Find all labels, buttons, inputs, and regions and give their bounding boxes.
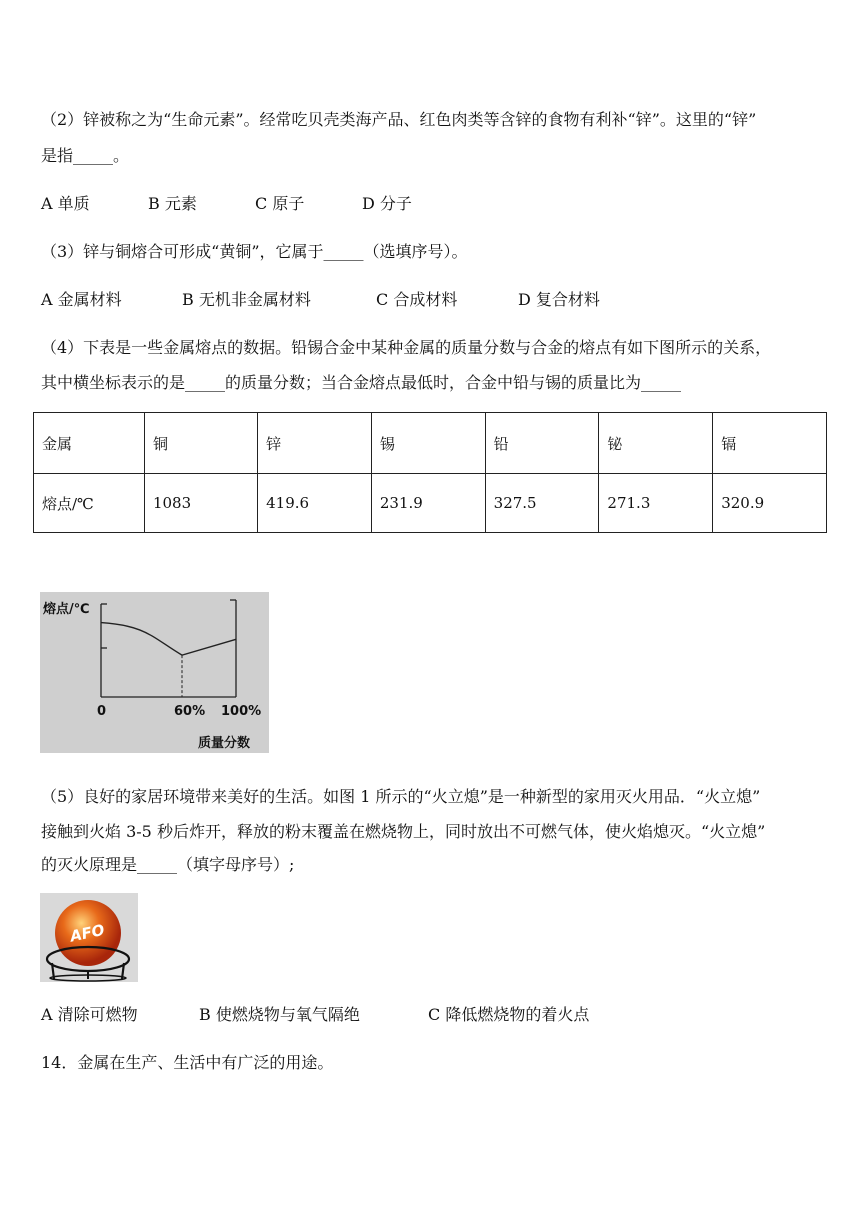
table-cell: 271.3 bbox=[599, 474, 713, 533]
q2-option-b: B 元素 bbox=[148, 194, 197, 213]
q5-text-line1: （5）良好的家居环境带来美好的生活。如图 1 所示的“火立熄”是一种新型的家用灭火用品．“火立熄” bbox=[41, 787, 761, 806]
q3-options bbox=[41, 290, 600, 310]
alloy-melting-chart bbox=[40, 592, 269, 753]
table-cell: 320.9 bbox=[713, 474, 827, 533]
q5-option-b: B 使燃烧物与氧气隔绝 bbox=[199, 1005, 360, 1024]
q3-option-b: B 无机非金属材料 bbox=[182, 290, 311, 309]
chart-xtick-0: 0 bbox=[97, 704, 107, 719]
q2-option-d: D 分子 bbox=[362, 194, 412, 213]
table-cell: 1083 bbox=[144, 474, 257, 533]
q5-option-a: A 清除可燃物 bbox=[41, 1005, 138, 1024]
table-cell: 锌 bbox=[258, 413, 372, 474]
table-cell: 金属 bbox=[34, 413, 145, 474]
table-cell: 熔点/℃ bbox=[34, 474, 145, 533]
table-cell: 231.9 bbox=[371, 474, 485, 533]
q5-option-c: C 降低燃烧物的着火点 bbox=[428, 1005, 590, 1024]
chart-xtick-100: 100% bbox=[221, 704, 262, 719]
melting-point-table bbox=[33, 412, 827, 533]
fire-ball-icon bbox=[40, 893, 138, 982]
q3-option-d: D 复合材料 bbox=[518, 290, 600, 309]
table-cell: 镉 bbox=[713, 413, 827, 474]
chart-ylabel: 熔点/℃ bbox=[43, 602, 90, 617]
fire-ball-brand-text: AFO bbox=[68, 920, 107, 946]
table-cell: 铅 bbox=[485, 413, 599, 474]
table-cell: 419.6 bbox=[258, 474, 372, 533]
q2-text-line1: （2）锌被称之为“生命元素”。经常吃贝壳类海产品、红色肉类等含锌的食物有利补“锌”。这里的“锌” bbox=[41, 110, 757, 129]
q2-option-a: A 单质 bbox=[41, 194, 90, 213]
q14-text-line1: 14．金属在生产、生活中有广泛的用途。 bbox=[41, 1053, 334, 1072]
q5-text-line3: 的灭火原理是_____（填字母序号）; bbox=[41, 855, 295, 874]
q2-option-c: C 原子 bbox=[255, 194, 305, 213]
table-cell: 铜 bbox=[144, 413, 257, 474]
q2-options bbox=[41, 194, 412, 214]
melting-point-curve bbox=[101, 623, 236, 656]
table-cell: 327.5 bbox=[485, 474, 599, 533]
table-header-row bbox=[34, 413, 827, 474]
q5-options bbox=[41, 1005, 589, 1025]
q3-option-c: C 合成材料 bbox=[376, 290, 458, 309]
q4-text-line2: 其中横坐标表示的是_____的质量分数；当合金熔点最低时，合金中铅与锡的质量比为_____ bbox=[41, 373, 682, 392]
table-cell: 锡 bbox=[371, 413, 485, 474]
chart-xtick-60: 60% bbox=[174, 704, 206, 719]
q3-text-line1: （3）锌与铜熔合可形成“黄铜”，它属于_____（选填序号）。 bbox=[41, 242, 468, 261]
table-row bbox=[34, 474, 827, 533]
table-cell: 铋 bbox=[599, 413, 713, 474]
q4-text-line1: （4）下表是一些金属熔点的数据。铅锡合金中某种金属的质量分数与合金的熔点有如下图所示的关系， bbox=[41, 338, 772, 357]
chart-xlabel: 质量分数 bbox=[198, 736, 251, 751]
q5-text-line2: 接触到火焰 3-5 秒后炸开，释放的粉末覆盖在燃烧物上，同时放出不可燃气体，使火焰熄灭。“火立熄” bbox=[41, 822, 766, 841]
fire-extinguisher-ball-image bbox=[40, 893, 138, 982]
q2-text-line2: 是指_____。 bbox=[41, 146, 130, 165]
q3-option-a: A 金属材料 bbox=[41, 290, 122, 309]
